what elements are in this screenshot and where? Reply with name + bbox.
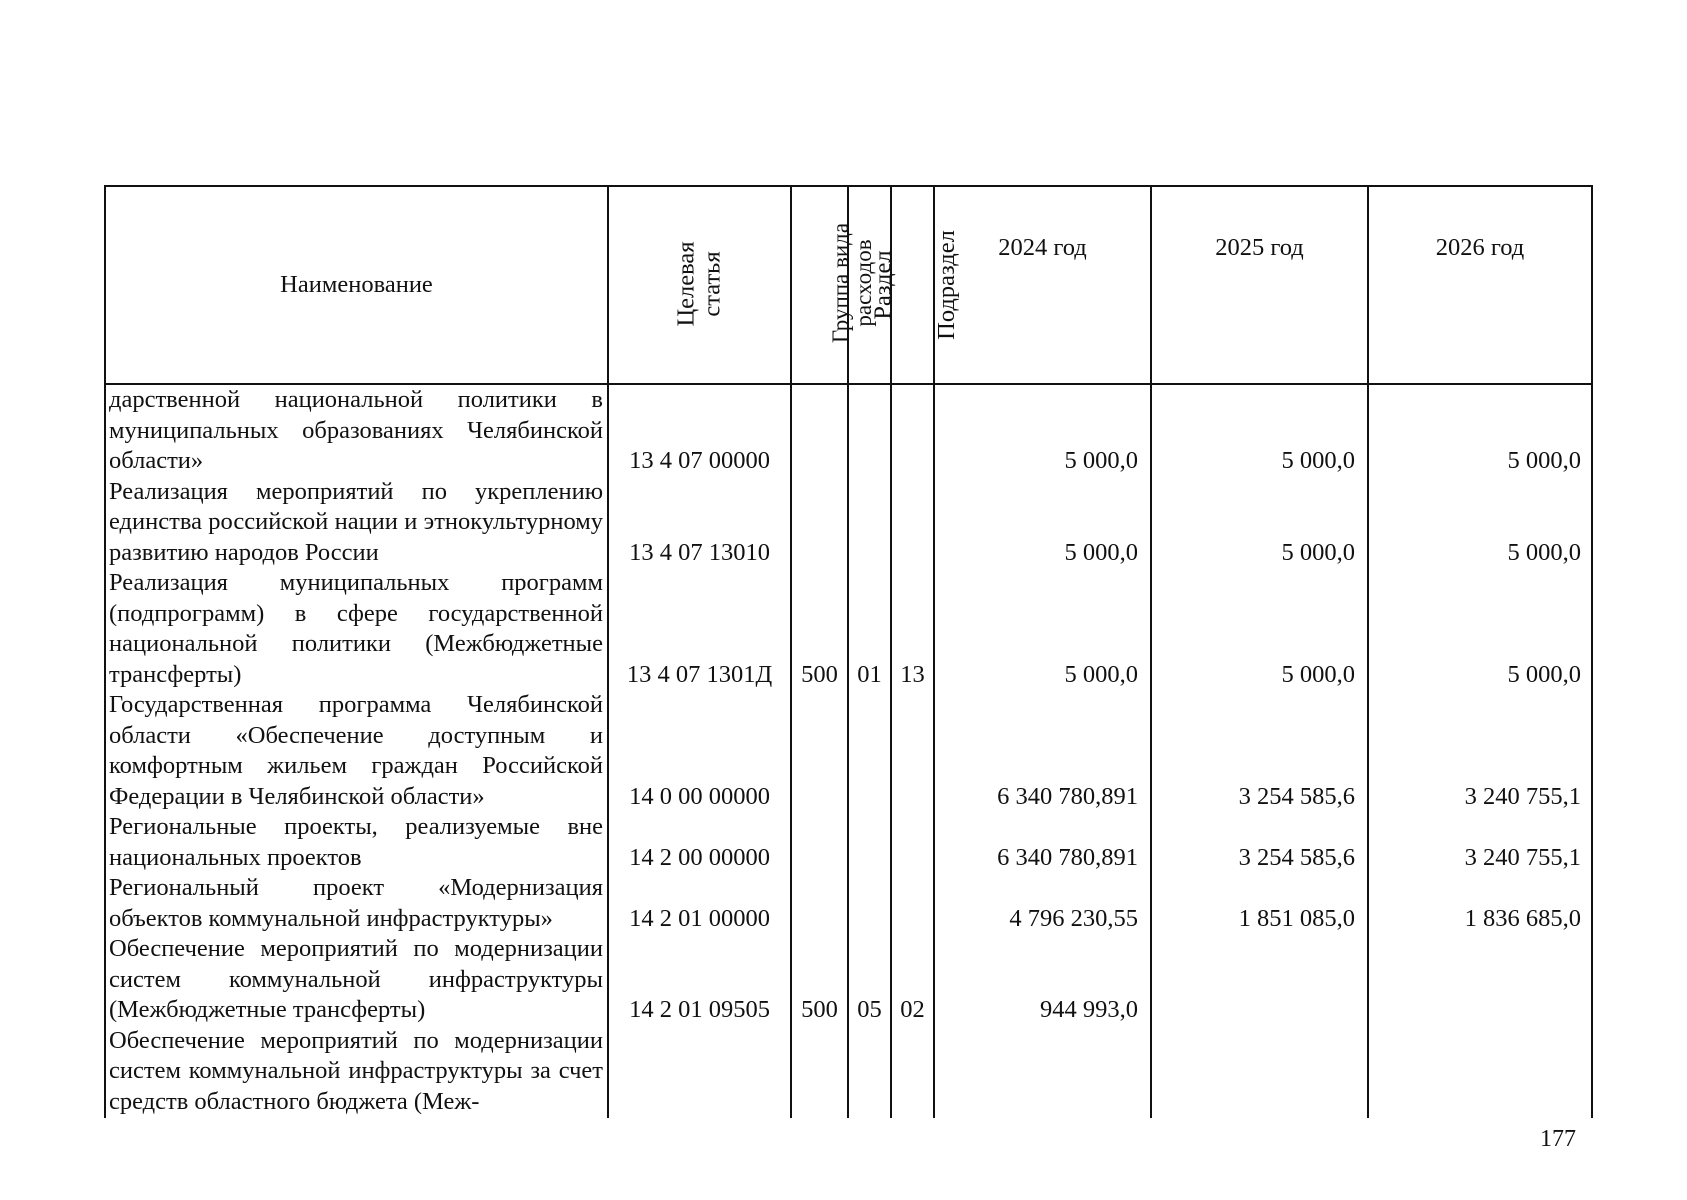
table-row — [105, 477, 1592, 569]
table-row — [105, 812, 1592, 873]
row-section — [848, 873, 891, 934]
row-amount-2024: 944 993,0 — [934, 934, 1151, 1026]
header-row — [105, 186, 1592, 384]
row-section — [848, 1026, 891, 1118]
header-2026: 2026 год — [1368, 186, 1592, 384]
row-name: Реализация муниципальных программ (подпрограмм) в сфере государственной национальной политики (Межбюджетные трансферты) — [105, 568, 608, 690]
budget-table — [104, 185, 1593, 1118]
row-amount-2026: 5 000,0 — [1368, 384, 1592, 477]
row-amount-2024: 4 796 230,55 — [934, 873, 1151, 934]
row-expense-group — [791, 690, 848, 812]
header-name: Наименование — [105, 186, 608, 384]
table-row — [105, 1026, 1592, 1118]
row-target-article: 14 2 01 00000 — [608, 873, 791, 934]
row-amount-2026: 1 836 685,0 — [1368, 873, 1592, 934]
row-amount-2024: 6 340 780,891 — [934, 690, 1151, 812]
table-row — [105, 934, 1592, 1026]
row-section — [848, 477, 891, 569]
row-amount-2025: 3 254 585,6 — [1151, 812, 1368, 873]
row-name: Региональные проекты, реализуемые вне национальных проектов — [105, 812, 608, 873]
row-subsection — [891, 477, 934, 569]
row-target-article: 14 2 00 00000 — [608, 812, 791, 873]
row-name: Обеспечение мероприятий по модернизации систем коммунальной инфраструктуры за счет средств областного бюджета (Меж- — [105, 1026, 608, 1118]
row-amount-2024: 5 000,0 — [934, 477, 1151, 569]
row-amount-2025: 5 000,0 — [1151, 568, 1368, 690]
header-target-article: Целевая статья — [608, 186, 791, 384]
row-subsection: 13 — [891, 568, 934, 690]
row-section — [848, 812, 891, 873]
row-subsection: 02 — [891, 934, 934, 1026]
row-expense-group: 500 — [791, 934, 848, 1026]
row-expense-group — [791, 873, 848, 934]
row-subsection — [891, 1026, 934, 1118]
row-target-article: 13 4 07 13010 — [608, 477, 791, 569]
header-2024: 2024 год — [934, 186, 1151, 384]
header-subsection: Подраздел — [891, 186, 934, 384]
row-amount-2025 — [1151, 934, 1368, 1026]
row-name: Региональный проект «Модернизация объектов коммунальной инфраструктуры» — [105, 873, 608, 934]
header-expense-group: Группа вида расходов — [791, 186, 848, 384]
row-amount-2026: 5 000,0 — [1368, 568, 1592, 690]
row-amount-2026: 5 000,0 — [1368, 477, 1592, 569]
row-expense-group: 500 — [791, 568, 848, 690]
row-expense-group — [791, 812, 848, 873]
table-row — [105, 384, 1592, 477]
row-amount-2025: 3 254 585,6 — [1151, 690, 1368, 812]
row-subsection — [891, 690, 934, 812]
row-expense-group — [791, 384, 848, 477]
row-amount-2026 — [1368, 934, 1592, 1026]
row-amount-2026: 3 240 755,1 — [1368, 690, 1592, 812]
table-row — [105, 568, 1592, 690]
row-amount-2025: 5 000,0 — [1151, 477, 1368, 569]
row-subsection — [891, 812, 934, 873]
row-expense-group — [791, 1026, 848, 1118]
row-name: Обеспечение мероприятий по модернизации систем коммунальной инфраструктуры (Межбюджетные трансферты) — [105, 934, 608, 1026]
row-amount-2025: 1 851 085,0 — [1151, 873, 1368, 934]
row-amount-2024: 5 000,0 — [934, 568, 1151, 690]
row-name: дарственной национальной политики в муниципальных образованиях Челябинской области» — [105, 384, 608, 477]
row-section — [848, 690, 891, 812]
row-name: Государственная программа Челябинской области «Обеспечение доступным и комфортным жильем граждан Российской Федерации в Челябинской области» — [105, 690, 608, 812]
row-target-article: 13 4 07 1301Д — [608, 568, 791, 690]
row-amount-2026 — [1368, 1026, 1592, 1118]
row-amount-2025: 5 000,0 — [1151, 384, 1368, 477]
row-amount-2026: 3 240 755,1 — [1368, 812, 1592, 873]
row-name: Реализация мероприятий по укреплению единства российской нации и этнокультурному развитию народов России — [105, 477, 608, 569]
header-2025: 2025 год — [1151, 186, 1368, 384]
row-section: 01 — [848, 568, 891, 690]
row-target-article: 14 2 01 09505 — [608, 934, 791, 1026]
row-target-article: 14 0 00 00000 — [608, 690, 791, 812]
row-amount-2024 — [934, 1026, 1151, 1118]
row-target-article — [608, 1026, 791, 1118]
row-section: 05 — [848, 934, 891, 1026]
row-amount-2025 — [1151, 1026, 1368, 1118]
table-row — [105, 690, 1592, 812]
row-amount-2024: 5 000,0 — [934, 384, 1151, 477]
row-amount-2024: 6 340 780,891 — [934, 812, 1151, 873]
table-row — [105, 873, 1592, 934]
row-target-article: 13 4 07 00000 — [608, 384, 791, 477]
row-subsection — [891, 873, 934, 934]
page-number: 177 — [1540, 1126, 1576, 1152]
row-subsection — [891, 384, 934, 477]
header-section: Раздел — [848, 186, 891, 384]
row-section — [848, 384, 891, 477]
row-expense-group — [791, 477, 848, 569]
